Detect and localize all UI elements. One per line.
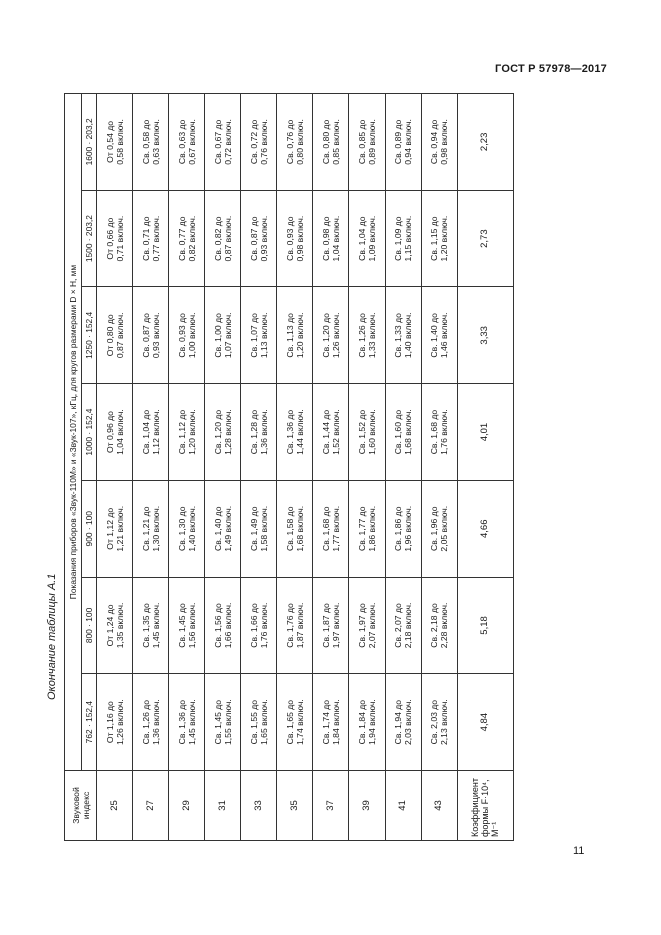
range-cell	[277, 577, 313, 674]
range-cell	[313, 287, 349, 384]
range-cell-line: 2,05 включ.	[439, 505, 450, 552]
range-cell-line: 0,58 включ.	[114, 119, 125, 165]
range-cell-line: 0,63 включ.	[150, 119, 161, 165]
range-cell-line: 1,45 включ.	[186, 699, 197, 745]
range-cell	[313, 94, 349, 191]
range-cell-line: 2,07 включ.	[366, 602, 377, 649]
range-cell	[313, 190, 349, 287]
range-cell	[169, 480, 205, 577]
range-cell-line: 1,36 включ.	[258, 409, 269, 455]
range-cell	[313, 577, 349, 674]
sound-index-cell: 43	[421, 771, 457, 841]
range-cell-line: Св. 1,68 до	[429, 409, 440, 455]
range-cell-line: Св. 1,49 до	[248, 506, 259, 551]
range-cell	[385, 287, 421, 384]
range-cell	[277, 674, 313, 771]
range-cell-line: 2,13 включ.	[439, 699, 450, 745]
range-cell-line: 1,94 включ.	[366, 699, 377, 745]
range-cell-line: Св. 1,66 до	[248, 603, 259, 648]
range-cell-line: 0,87 включ.	[114, 312, 125, 359]
range-cell-line: 1,56 включ.	[186, 602, 197, 649]
range-cell	[205, 577, 241, 674]
range-cell-line: 1,15 включ.	[403, 215, 414, 262]
data-table	[64, 93, 514, 841]
range-cell-line: Св. 1,55 до	[248, 699, 259, 745]
sound-index-cell: 37	[313, 771, 349, 841]
range-cell-line: 1,87 включ.	[294, 602, 305, 649]
range-cell-line: Св. 2,07 до	[393, 603, 404, 648]
range-cell-line: Св. 1,09 до	[393, 216, 404, 261]
range-cell-line: 0,93 включ.	[258, 215, 269, 262]
range-cell	[241, 384, 277, 481]
range-cell	[133, 94, 169, 191]
table-row	[349, 94, 385, 841]
range-cell-line: Св. 1,58 до	[284, 506, 295, 551]
range-cell	[421, 190, 457, 287]
range-cell	[277, 287, 313, 384]
range-cell-line: Св. 1,13 до	[284, 313, 295, 358]
range-cell-line: 0,93 включ.	[150, 312, 161, 359]
sound-index-cell: 25	[97, 771, 133, 841]
column-header: 1600 · 203,2	[82, 94, 97, 191]
range-cell	[205, 384, 241, 481]
range-cell	[313, 480, 349, 577]
range-cell-line: 1,49 включ.	[222, 505, 233, 552]
range-cell-line: Св. 0,80 до	[320, 119, 331, 165]
range-cell	[421, 287, 457, 384]
range-cell	[385, 577, 421, 674]
range-cell-line: Св. 0,93 до	[176, 313, 187, 358]
sound-index-cell: 33	[241, 771, 277, 841]
range-cell-line: Св. 1,30 до	[176, 506, 187, 551]
range-cell-line: Св. 0,87 до	[140, 313, 151, 358]
range-cell-line: Св. 1,94 до	[393, 699, 404, 745]
range-cell-line: 1,40 включ.	[186, 505, 197, 552]
index-header: Звуковой индекс	[65, 771, 97, 841]
range-cell-line: 1,55 включ.	[222, 699, 233, 745]
range-cell-line: 1,66 включ.	[222, 602, 233, 649]
range-cell-line: 1,52 включ.	[330, 409, 341, 455]
range-cell	[385, 384, 421, 481]
range-cell-line: 1,96 включ.	[403, 505, 414, 552]
range-cell	[97, 94, 133, 191]
range-cell-line: 1,76 включ.	[258, 602, 269, 649]
range-cell-line: От 0,80 до	[104, 314, 115, 357]
range-cell-line: Св. 1,74 до	[320, 699, 331, 745]
range-cell-line: 1,44 включ.	[294, 409, 305, 455]
coefficient-value: 3,33	[457, 287, 513, 384]
range-cell-line: 0,80 включ.	[294, 119, 305, 165]
range-cell-line: Св. 0,76 до	[284, 119, 295, 165]
range-cell-line: 1,77 включ.	[330, 505, 341, 552]
sound-index-cell: 39	[349, 771, 385, 841]
range-cell-line: 0,87 включ.	[222, 215, 233, 262]
range-cell-line: 1,36 включ.	[150, 699, 161, 745]
range-cell-line: 1,09 включ.	[366, 215, 377, 262]
page-number: 11	[573, 845, 585, 857]
rotated-table-container	[64, 93, 514, 841]
range-cell-line: Св. 2,18 до	[429, 603, 440, 648]
range-cell	[349, 190, 385, 287]
range-cell-line: 0,82 включ.	[186, 215, 197, 262]
range-cell	[349, 480, 385, 577]
range-cell	[133, 190, 169, 287]
range-cell-line: 1,26 включ.	[330, 312, 341, 359]
range-cell-line: Св. 1,04 до	[140, 409, 151, 455]
range-cell-line: Св. 1,96 до	[429, 506, 440, 551]
range-cell	[385, 480, 421, 577]
range-cell	[97, 287, 133, 384]
table-caption: Окончание таблицы А.1	[46, 573, 58, 700]
range-cell-line: 0,89 включ.	[366, 119, 377, 165]
range-cell-line: 1,20 включ.	[186, 409, 197, 455]
range-cell-line: Св. 0,89 до	[393, 119, 404, 165]
range-cell-line: 2,18 включ.	[403, 602, 414, 649]
range-cell-line: 0,71 включ.	[114, 215, 125, 262]
range-cell-line: Св. 1,65 до	[284, 699, 295, 745]
range-cell	[97, 577, 133, 674]
range-cell-line: 2,28 включ.	[439, 602, 450, 649]
table-row	[97, 94, 133, 841]
range-cell-line: 1,04 включ.	[114, 409, 125, 455]
range-cell	[277, 384, 313, 481]
range-cell	[241, 287, 277, 384]
range-cell-line: Св. 1,33 до	[393, 313, 404, 358]
range-cell	[277, 480, 313, 577]
range-cell-line: Св. 1,56 до	[212, 603, 223, 648]
range-cell	[421, 94, 457, 191]
coefficient-value: 4,84	[457, 674, 513, 771]
range-cell-line: 1,30 включ.	[150, 505, 161, 552]
range-cell-line: 1,86 включ.	[366, 505, 377, 552]
sound-index-cell: 35	[277, 771, 313, 841]
range-cell-line: Св. 1,36 до	[284, 409, 295, 455]
range-cell-line: 1,00 включ.	[186, 312, 197, 359]
range-cell-line: От 1,16 до	[104, 701, 115, 744]
range-cell	[349, 384, 385, 481]
range-cell	[97, 674, 133, 771]
range-cell	[133, 384, 169, 481]
range-cell-line: Св. 1,35 до	[140, 603, 151, 648]
coefficient-value: 2,23	[457, 94, 513, 191]
range-cell-line: 0,77 включ.	[150, 215, 161, 262]
coefficient-value: 4,01	[457, 384, 513, 481]
range-cell	[205, 287, 241, 384]
range-cell-line: 1,60 включ.	[366, 409, 377, 455]
range-cell-line: Св. 1,76 до	[284, 603, 295, 648]
range-cell-line: 1,20 включ.	[294, 312, 305, 359]
range-cell	[385, 94, 421, 191]
range-cell	[349, 577, 385, 674]
coefficient-value: 4,66	[457, 480, 513, 577]
range-cell-line: 1,04 включ.	[330, 215, 341, 262]
range-cell-line: Св. 1,21 до	[140, 506, 151, 551]
range-cell-line: 1,12 включ.	[150, 409, 161, 455]
range-cell	[421, 384, 457, 481]
range-cell	[313, 384, 349, 481]
table-body	[97, 94, 514, 841]
coefficient-row	[457, 94, 513, 841]
range-cell-line: Св. 1,00 до	[212, 313, 223, 358]
range-cell	[241, 577, 277, 674]
range-cell-line: Св. 1,40 до	[212, 506, 223, 551]
range-cell-line: 1,74 включ.	[294, 699, 305, 745]
range-cell-line: Св. 1,07 до	[248, 313, 259, 358]
range-cell-line: 0,98 включ.	[439, 119, 450, 165]
range-cell	[97, 384, 133, 481]
range-cell-line: Св. 1,86 до	[393, 506, 404, 551]
range-cell-line: Св. 0,82 до	[212, 216, 223, 261]
sound-index-cell: 31	[205, 771, 241, 841]
range-cell-line: Св. 1,52 до	[356, 409, 367, 455]
range-cell-line: Св. 0,98 до	[320, 216, 331, 261]
range-cell-line: 1,13 включ.	[258, 312, 269, 359]
range-cell-line: Св. 1,12 до	[176, 409, 187, 455]
range-cell-line: 0,72 включ.	[222, 119, 233, 165]
range-cell-line: От 0,54 до	[104, 120, 115, 163]
range-cell	[169, 674, 205, 771]
range-cell-line: От 0,66 до	[104, 217, 115, 260]
column-header: 800 · 100	[82, 577, 97, 674]
range-cell	[421, 480, 457, 577]
range-cell-line: 1,20 включ.	[439, 215, 450, 262]
range-cell-line: 0,67 включ.	[186, 119, 197, 165]
range-cell-line: 1,35 включ.	[114, 602, 125, 649]
range-cell-line: Св. 1,68 до	[320, 506, 331, 551]
sound-index-cell: 27	[133, 771, 169, 841]
range-cell	[277, 94, 313, 191]
column-header: 1500 · 203,2	[82, 190, 97, 287]
coefficient-label-line: формы F·10⁴, М⁻¹	[480, 779, 501, 837]
range-cell-line: 0,85 включ.	[330, 119, 341, 165]
range-cell-line: 1,58 включ.	[258, 505, 269, 552]
range-cell	[205, 480, 241, 577]
range-cell-line: Св. 1,20 до	[320, 313, 331, 358]
sound-index-cell: 29	[169, 771, 205, 841]
range-cell-line: От 0,96 до	[104, 411, 115, 453]
range-cell	[205, 674, 241, 771]
range-cell-line: Св. 0,63 до	[176, 119, 187, 165]
column-header: 1250 · 152,4	[82, 287, 97, 384]
range-cell	[421, 577, 457, 674]
range-cell-line: Св. 1,77 до	[356, 506, 367, 551]
range-cell-line: Св. 0,94 до	[429, 119, 440, 165]
range-cell-line: От 1,12 до	[104, 507, 115, 550]
range-cell-line: Св. 1,44 до	[320, 409, 331, 455]
range-cell-line: 1,26 включ.	[114, 699, 125, 745]
range-cell	[169, 384, 205, 481]
range-cell	[169, 287, 205, 384]
range-cell-line: 1,68 включ.	[403, 409, 414, 455]
range-cell	[313, 674, 349, 771]
range-cell-line: Св. 1,04 до	[356, 216, 367, 261]
range-cell	[241, 190, 277, 287]
range-cell-line: Св. 1,20 до	[212, 409, 223, 455]
range-cell	[421, 674, 457, 771]
column-header: 762 · 152,4	[82, 674, 97, 771]
range-cell-line: Св. 0,87 до	[248, 216, 259, 261]
coefficient-value: 5,18	[457, 577, 513, 674]
range-cell-line: Св. 1,26 до	[140, 699, 151, 745]
range-cell-line: Св. 0,77 до	[176, 216, 187, 261]
range-cell-line: Св. 1,97 до	[356, 603, 367, 648]
table-row	[313, 94, 349, 841]
range-cell-line: Св. 0,72 до	[248, 119, 259, 165]
range-cell-line: 1,40 включ.	[403, 312, 414, 359]
range-cell-line: 0,94 включ.	[403, 119, 414, 165]
range-cell-line: 1,07 включ.	[222, 312, 233, 359]
range-cell-line: Св. 1,28 до	[248, 409, 259, 455]
range-cell	[241, 674, 277, 771]
range-cell	[133, 480, 169, 577]
range-cell	[169, 94, 205, 191]
range-cell-line: Св. 1,26 до	[356, 313, 367, 358]
range-cell-line: 1,68 включ.	[294, 505, 305, 552]
range-cell-line: 1,45 включ.	[150, 602, 161, 649]
range-cell-line: 1,65 включ.	[258, 699, 269, 745]
range-cell	[349, 674, 385, 771]
range-cell	[97, 190, 133, 287]
range-cell-line: Св. 1,60 до	[393, 409, 404, 455]
range-cell-line: Св. 1,36 до	[176, 699, 187, 745]
range-cell-line: 0,98 включ.	[294, 215, 305, 262]
rotated-table	[64, 93, 514, 841]
range-cell	[241, 94, 277, 191]
range-cell-line: Св. 0,58 до	[140, 119, 151, 165]
coefficient-label-line: Коэффициент	[470, 778, 481, 837]
range-cell	[169, 577, 205, 674]
range-cell-line: Св. 1,45 до	[176, 603, 187, 648]
table-row	[421, 94, 457, 841]
range-cell-line: 1,21 включ.	[114, 505, 125, 552]
range-cell	[133, 287, 169, 384]
range-cell-line: 1,84 включ.	[330, 699, 341, 745]
range-cell-line: 1,76 включ.	[439, 409, 450, 455]
column-header: 1000 · 152,4	[82, 384, 97, 481]
table-row	[169, 94, 205, 841]
range-cell-line: Св. 1,15 до	[429, 216, 440, 261]
range-cell	[97, 480, 133, 577]
range-cell	[385, 674, 421, 771]
range-cell	[205, 190, 241, 287]
table-row	[133, 94, 169, 841]
column-header: 900 · 100	[82, 480, 97, 577]
range-cell-line: 1,97 включ.	[330, 602, 341, 649]
range-cell-line: Св. 1,87 до	[320, 603, 331, 648]
range-cell	[349, 94, 385, 191]
range-cell	[133, 674, 169, 771]
range-cell	[205, 94, 241, 191]
range-cell-line: Св. 0,85 до	[356, 119, 367, 165]
range-cell-line: Св. 1,45 до	[212, 699, 223, 745]
table-row	[385, 94, 421, 841]
range-cell	[349, 287, 385, 384]
range-cell-line: Св. 0,71 до	[140, 216, 151, 261]
range-cell-line: 1,33 включ.	[366, 312, 377, 359]
range-cell-line: От 1,24 до	[104, 604, 115, 647]
range-cell-line: Св. 1,84 до	[356, 699, 367, 745]
readings-header: Показания приборов «Звук-110М» и «Звук-107», кГц, для кругов размерами D × H, мм	[65, 94, 82, 771]
range-cell-line: Св. 0,67 до	[212, 119, 223, 165]
sound-index-cell: 41	[385, 771, 421, 841]
range-cell-line: 2,03 включ.	[403, 699, 414, 745]
column-header-row	[82, 94, 97, 841]
range-cell	[241, 480, 277, 577]
standard-designation: ГОСТ Р 57978—2017	[495, 63, 607, 75]
table-row	[277, 94, 313, 841]
range-cell	[385, 190, 421, 287]
range-cell	[277, 190, 313, 287]
table-row	[205, 94, 241, 841]
table-row	[241, 94, 277, 841]
range-cell-line: Св. 1,40 до	[429, 313, 440, 358]
coefficient-value: 2,73	[457, 190, 513, 287]
coefficient-label	[457, 771, 513, 841]
range-cell	[133, 577, 169, 674]
range-cell-line: 0,76 включ.	[258, 119, 269, 165]
range-cell-line: 1,46 включ.	[439, 312, 450, 359]
range-cell-line: Св. 2,03 до	[429, 699, 440, 745]
range-cell-line: 1,28 включ.	[222, 409, 233, 455]
range-cell	[169, 190, 205, 287]
range-cell-line: Св. 0,93 до	[284, 216, 295, 261]
